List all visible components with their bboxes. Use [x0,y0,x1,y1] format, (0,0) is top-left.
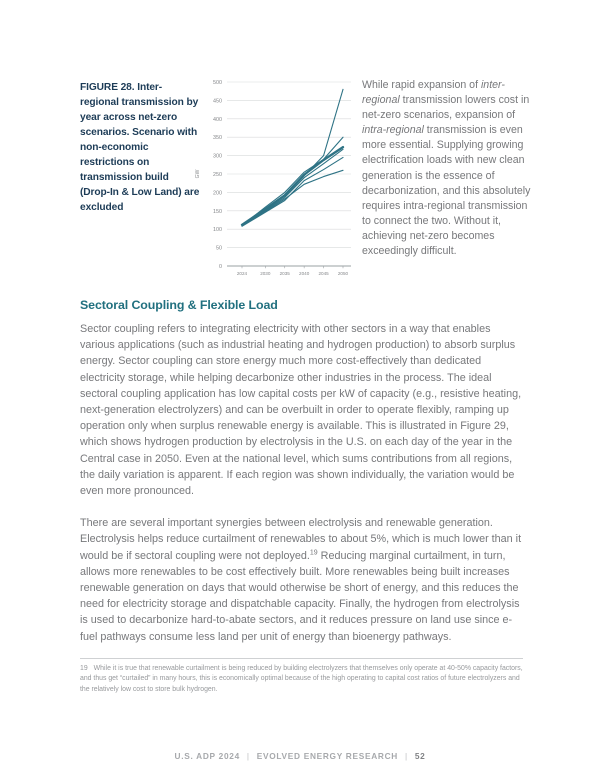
svg-text:350: 350 [213,135,222,142]
footnote [80,658,523,695]
svg-text:2045: 2045 [318,271,329,276]
footer-org: EVOLVED ENERGY RESEARCH [256,751,398,761]
section-heading: Sectoral Coupling & Flexible Load [80,298,278,312]
figure-caption-label: FIGURE 28. [80,82,135,93]
figure-caption-text: Inter-regional transmission by year across net-zero scenarios. Scenario with non-economic restrictions on transmission build (Drop-In & Low Land) are excluded [80,82,200,213]
svg-text:400: 400 [213,116,222,123]
footer-separator: | [246,751,250,761]
figure-side-paragraph: While rapid expansion of inter-regional transmission lowers cost in net-zero scenarios, expansion of intra-regional transmission is even more essential. Supplying growing electrification loads with new clean generation is the essence of decarbonization, and this absolutely requires intra-regional transmission to connect the two. Without it, achieving net-zero becomes exceedingly difficult. [362,79,531,258]
footer-separator: | [404,751,408,761]
svg-text:2030: 2030 [260,271,271,276]
footer-brand: U.S. ADP 2024 [174,751,240,761]
svg-text:100: 100 [213,227,222,234]
figure-caption [80,80,200,215]
svg-text:50: 50 [216,245,222,252]
figure-chart [191,76,359,286]
svg-text:2040: 2040 [299,271,310,276]
svg-text:200: 200 [213,190,222,197]
svg-text:300: 300 [213,153,222,160]
body-paragraph-2: There are several important synergies between electrolysis and renewable generation. Electrolysis helps reduce curtailment of renewables to about 5%, which is much lower than it would be if sectoral coupling were not deployed.$^{19}$ Reducing marginal curtailment, in turn, allows more renewables to be cost effectively built. More renewables being built increases renewable generation on days that would otherwise be short of energy, and this reduces the need for electricity storage and dispatchable capacity. Finally, the hydrogen from electrolysis is used to decarbonize hard-to-abate sectors, and it reduces pressure on land use since e-fuel pathways consume less land per unit of energy than bioenergy pathways. [80,517,522,643]
footnote-text: While it is true that renewable curtailment is being reduced by building electrolyzers that themselves only operate at 40-50% capacity factors, and thus get “curtailed” in many hours, this is economically optimal because of the high operating to capital cost ratios of future electrolyzers and the relatively low cost to store bulk hydrogen. [80,665,523,693]
svg-text:500: 500 [213,80,222,86]
svg-text:GW: GW [195,169,201,179]
svg-text:2035: 2035 [279,271,290,276]
svg-text:0: 0 [219,264,222,270]
svg-text:450: 450 [213,98,222,105]
figure-chart-svg [191,76,359,286]
svg-text:150: 150 [213,208,222,215]
page-footer [0,751,600,761]
svg-text:2024: 2024 [236,271,248,276]
body-copy [80,321,523,661]
footnote-number: 19 [80,665,88,672]
svg-text:250: 250 [213,172,222,178]
body-paragraph-1: Sector coupling refers to integrating electricity with other sectors in a way that enables various applications (such as industrial heating and hydrogen production) to absorb surplus energy. Sector coupling can store energy much more cost-effectively than dedicated electricity storage, while helping decarbonize other industries in the process. The ideal sectoral coupling application has low capital costs per kW of capacity (e.g., resistive heating, next-generation electrolyzers) and can be overbuilt in order to operate flexibly, ramping up operation only when surplus renewable energy is available. This is illustrated in Figure 29, which shows hydrogen production by electrolysis in the U.S. on each day of the year in the Central case in 2050. Even at the national level, which sums contributions from all regions, the daily variation is apparent. If each region was shown individually, the variation would be even more pronounced. [80,323,522,498]
footer-page-number: 52 [414,751,426,761]
svg-text:2050: 2050 [337,271,349,276]
